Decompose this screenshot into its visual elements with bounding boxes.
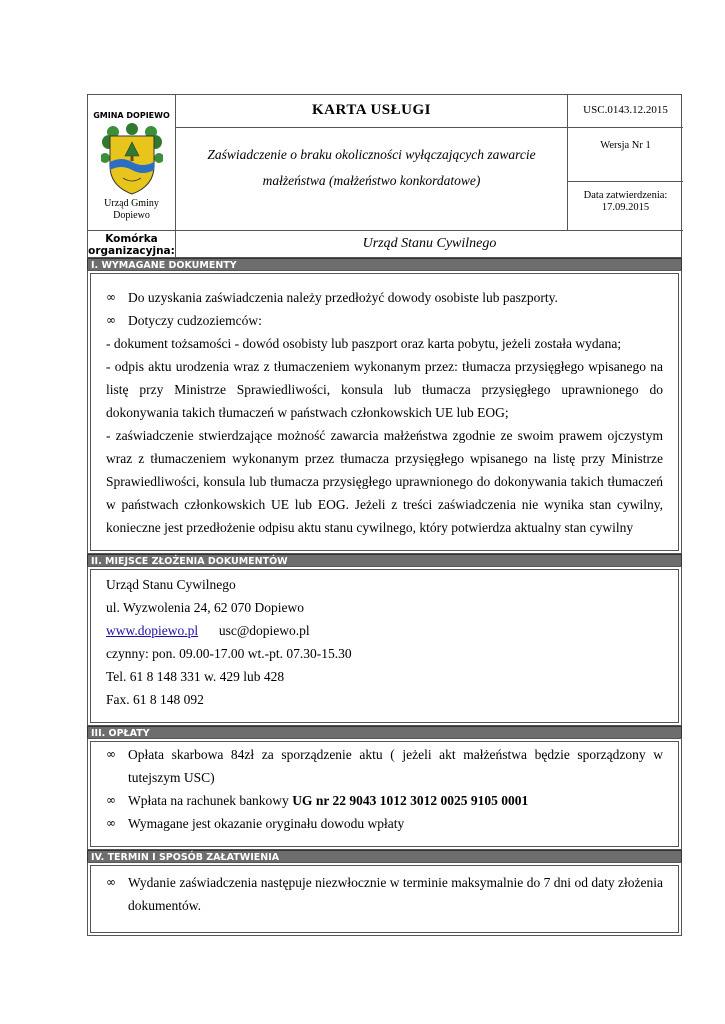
coat-of-arms-icon — [101, 122, 163, 196]
list-item — [106, 743, 663, 789]
unit-value: Urząd Stanu Cywilnego — [362, 236, 497, 251]
document-code: USC.0143.12.2015 — [583, 104, 668, 116]
deadline-bullet-1: Wydanie zaświadczenia następuje niezwłocznie w terminie maksymalnie do 7 dni od daty złożenia dokumentów. — [128, 875, 663, 913]
infinity-bullet-icon: ∞ — [106, 793, 116, 807]
service-title: Zaświadczenie o braku okoliczności wyłączających zawarcie małżeństwa (małżeństwo konkordatowe) — [207, 147, 536, 188]
section-deadline-box — [87, 862, 682, 936]
office-label: Urząd Gminy Dopiewo — [104, 198, 159, 221]
unit-row — [88, 230, 683, 259]
fees-content — [106, 743, 663, 835]
list-item — [106, 812, 663, 835]
fees-bullet-3: Wymagane jest okazanie oryginału dowodu wpłaty — [128, 816, 405, 831]
infinity-bullet-icon: ∞ — [106, 747, 116, 761]
place-address: ul. Wyzwolenia 24, 62 070 Dopiewo — [106, 600, 305, 615]
documents-bullet-1: Do uzyskania zaświadczenia należy przedłożyć dowody osobiste lub paszporty. — [128, 290, 558, 305]
logo-label: GMINA DOPIEWO — [93, 111, 170, 120]
place-content — [106, 573, 663, 711]
card-title-cell — [176, 95, 568, 128]
service-title-cell — [176, 128, 568, 230]
section-fees-box — [87, 738, 682, 850]
list-item — [106, 789, 663, 812]
email-text: usc@dopiewo.pl — [218, 623, 310, 638]
documents-item-1: - dokument tożsamości - dowód osobisty lub paszport oraz karta pobytu, jeżeli została wydana; — [106, 336, 622, 351]
header-table — [87, 94, 682, 258]
fees-bullet-1: Opłata skarbowa 84zł za sporządzenie aktu ( jeżeli akt małżeństwa będzie sporządzony w tutejszym USC) — [128, 747, 663, 785]
version-label: Wersja Nr 1 — [600, 140, 651, 151]
place-contact — [106, 619, 663, 642]
section-fees-header: III. OPŁATY — [87, 726, 682, 739]
infinity-bullet-icon: ∞ — [106, 290, 116, 304]
place-phone: Tel. 61 8 148 331 w. 429 lub 428 — [106, 669, 285, 684]
approval-cell — [568, 182, 683, 230]
section-deadline-header: IV. TERMIN I SPOSÓB ZAŁATWIENIA — [87, 850, 682, 863]
infinity-bullet-icon: ∞ — [106, 313, 116, 327]
list-item — [106, 871, 663, 917]
place-hours: czynny: pon. 09.00-17.00 wt.-pt. 07.30-15.30 — [106, 646, 352, 661]
place-fax: Fax. 61 8 148 092 — [106, 692, 204, 707]
infinity-bullet-icon: ∞ — [106, 875, 116, 889]
website-link[interactable]: www.dopiewo.pl — [106, 623, 199, 638]
documents-item-3: - zaświadczenie stwierdzające możność zawarcia małżeństwa zgodnie ze swoim prawem ojczystym wraz z tłumaczeniem wykonanym przez tłumacza przysięgłego wpisanego na listę przy Ministrze Sprawiedliwości, konsula lub tłumacza przysięgłego uprawnionego do dokonywania takich tłumaczeń w państwach członkowskich UE lub EOG. Jeżeli z treści zaświadczenia nie wynika stan cywilny, konieczne jest przedłożenie odpisu aktu stanu cywilnego, który potwierdza aktualny stan cywilny — [106, 428, 663, 535]
code-cell — [568, 95, 683, 128]
version-cell — [568, 128, 683, 182]
section-documents-header: I. WYMAGANE DOKUMENTY — [87, 258, 682, 271]
place-office: Urząd Stanu Cywilnego — [106, 577, 236, 592]
card-title: KARTA USŁUGI — [312, 102, 431, 118]
section-place-box — [87, 566, 682, 726]
fees-bullet-2-prefix: Wpłata na rachunek bankowy — [128, 793, 293, 808]
documents-bullet-2: Dotyczy cudzoziemców: — [128, 313, 262, 328]
approval-label: Data zatwierdzenia: — [583, 190, 668, 201]
unit-label: Komórka organizacyjna: — [88, 233, 175, 257]
bank-account-number: UG nr 22 9043 1012 3012 0025 9105 0001 — [292, 793, 529, 808]
service-card — [87, 94, 682, 913]
section-documents-box — [87, 270, 682, 554]
logo-cell — [88, 95, 176, 230]
deadline-content — [106, 871, 663, 917]
documents-content — [106, 286, 663, 539]
list-item — [106, 286, 663, 309]
list-item — [106, 309, 663, 332]
section-place-header: II. MIEJSCE ZŁOŻENIA DOKUMENTÓW — [87, 554, 682, 567]
documents-item-2: - odpis aktu urodzenia wraz z tłumaczeniem wykonanym przez: tłumacza przysięgłego wpisanego na listę przy Ministrze Sprawiedliwości, konsula lub tłumacza przysięgłego uprawnionego do dokonywania takich tłumaczeń w państwach członkowskich UE lub EOG; — [106, 359, 663, 420]
infinity-bullet-icon: ∞ — [106, 816, 116, 830]
approval-date: 17.09.2015 — [601, 202, 650, 213]
